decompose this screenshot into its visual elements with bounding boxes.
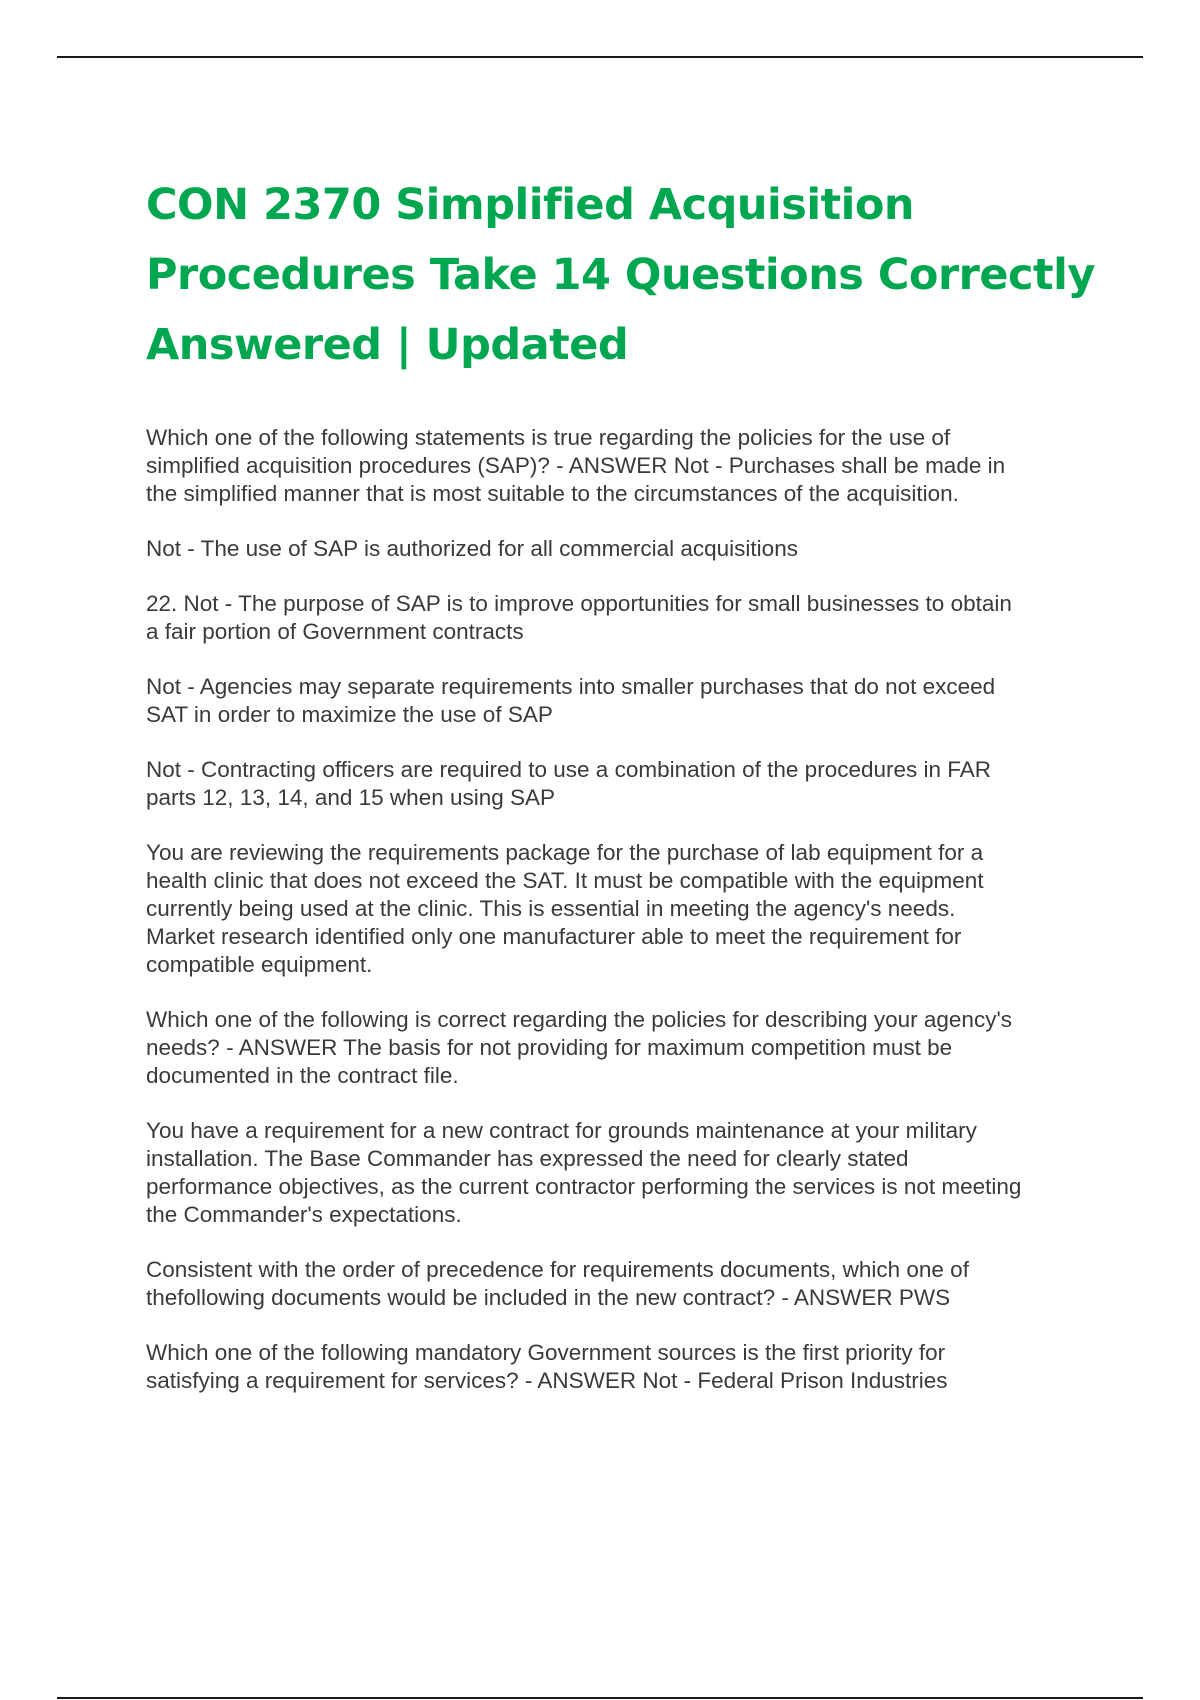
- paragraph-line: compatible equipment.: [146, 952, 373, 977]
- bottom-rule: [57, 1697, 1143, 1699]
- title-line-1: CON 2370 Simplified Acquisition: [146, 180, 915, 230]
- document-title: [146, 170, 1106, 380]
- paragraph-line: Which one of the following statements is true regarding the policies for the use of: [146, 425, 951, 450]
- paragraph-line: Not - The use of SAP is authorized for all commercial acquisitions: [146, 536, 798, 561]
- paragraph-line: Not - Contracting officers are required to use a combination of the procedures in FAR: [146, 757, 992, 782]
- paragraph-10: [146, 1339, 1096, 1395]
- paragraph-6: [146, 839, 1096, 979]
- paragraph-line: the Commander's expectations.: [146, 1202, 462, 1227]
- paragraph-line: Market research identified only one manufacturer able to meet the requirement for: [146, 924, 962, 949]
- paragraph-4: [146, 673, 1096, 729]
- paragraph-8: [146, 1117, 1096, 1229]
- paragraph-9: [146, 1256, 1096, 1312]
- paragraph-line: You have a requirement for a new contract for grounds maintenance at your military: [146, 1118, 977, 1143]
- paragraph-line: parts 12, 13, 14, and 15 when using SAP: [146, 785, 556, 810]
- paragraph-line: Consistent with the order of precedence for requirements documents, which one of: [146, 1257, 969, 1282]
- paragraph-line: SAT in order to maximize the use of SAP: [146, 702, 553, 727]
- paragraph-7: [146, 1006, 1096, 1090]
- paragraph-line: documented in the contract file.: [146, 1063, 459, 1088]
- paragraph-line: needs? - ANSWER The basis for not providing for maximum competition must be: [146, 1035, 953, 1060]
- title-line-3: Answered | Updated: [146, 320, 629, 370]
- paragraph-1: [146, 424, 1096, 508]
- paragraph-line: 22. Not - The purpose of SAP is to improve opportunities for small businesses to obtain: [146, 591, 1012, 616]
- top-rule: [57, 56, 1143, 58]
- paragraph-line: performance objectives, as the current contractor performing the services is not meeting: [146, 1174, 1022, 1199]
- paragraph-line: installation. The Base Commander has expressed the need for clearly stated: [146, 1146, 909, 1171]
- paragraph-line: simplified acquisition procedures (SAP)? - ANSWER Not - Purchases shall be made in: [146, 453, 1006, 478]
- paragraph-line: Not - Agencies may separate requirements into smaller purchases that do not exceed: [146, 674, 996, 699]
- paragraph-line: satisfying a requirement for services? - ANSWER Not - Federal Prison Industries: [146, 1368, 948, 1393]
- paragraph-line: a fair portion of Government contracts: [146, 619, 524, 644]
- paragraph-3: [146, 590, 1096, 646]
- document-body: [146, 424, 1096, 1422]
- title-line-2: Procedures Take 14 Questions Correctly: [146, 250, 1095, 300]
- paragraph-2: [146, 535, 1096, 563]
- paragraph-line: the simplified manner that is most suitable to the circumstances of the acquisition.: [146, 481, 959, 506]
- paragraph-line: You are reviewing the requirements package for the purchase of lab equipment for a: [146, 840, 984, 865]
- paragraph-5: [146, 756, 1096, 812]
- paragraph-line: Which one of the following is correct regarding the policies for describing your agency's: [146, 1007, 1012, 1032]
- paragraph-line: Which one of the following mandatory Government sources is the first priority for: [146, 1340, 946, 1365]
- paragraph-line: health clinic that does not exceed the SAT. It must be compatible with the equipment: [146, 868, 984, 893]
- paragraph-line: thefollowing documents would be included in the new contract? - ANSWER PWS: [146, 1285, 951, 1310]
- paragraph-line: currently being used at the clinic. This is essential in meeting the agency's needs.: [146, 896, 956, 921]
